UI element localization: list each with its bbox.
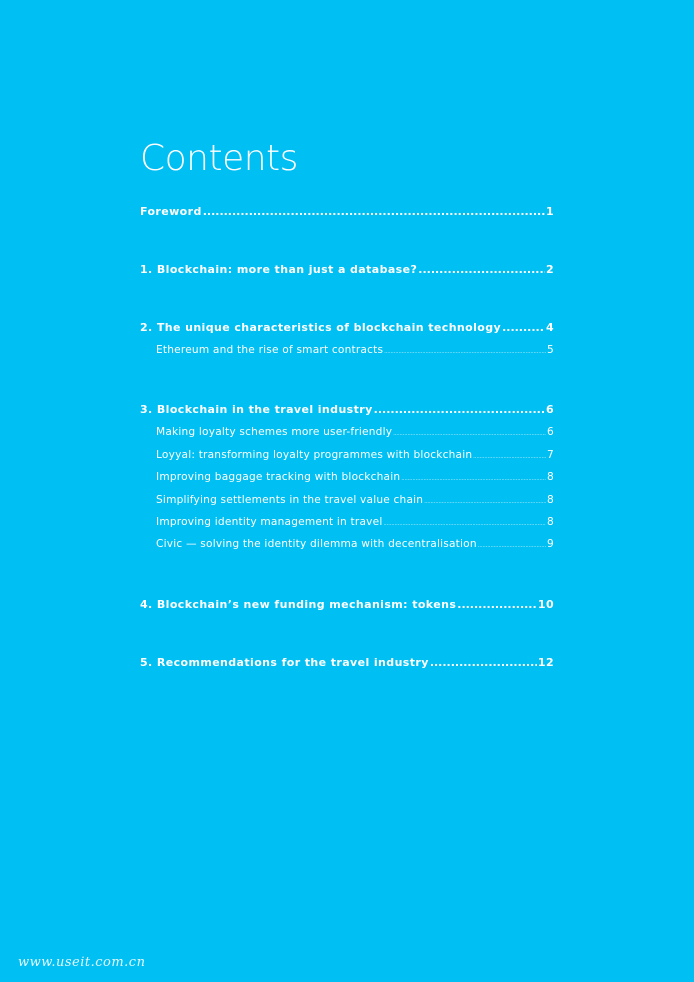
toc-subentry-label: Loyyal: transforming loyalty programmes with blockchain — [156, 448, 473, 461]
toc-leader-dots — [418, 261, 545, 279]
toc-subentry[interactable] — [140, 444, 554, 466]
toc-subentry[interactable] — [140, 421, 554, 443]
toc-entry-section-4[interactable] — [140, 596, 554, 614]
toc-entry-label: 3. Blockchain in the travel industry — [140, 403, 373, 417]
toc-page-number: 4 — [545, 321, 554, 334]
toc-subentry-label: Improving baggage tracking with blockchain — [156, 471, 401, 484]
toc-leader-dots — [383, 513, 546, 535]
toc-subentry-label: Improving identity management in travel — [156, 515, 383, 528]
toc-page-number: 6 — [547, 426, 554, 439]
toc-leader-dots — [457, 596, 537, 614]
toc-page-number: 8 — [547, 471, 554, 484]
toc-leader-dots — [203, 203, 545, 221]
toc-page-number: 8 — [547, 493, 554, 506]
page-title: Contents — [140, 138, 298, 179]
toc-entry-label: 2. The unique characteristics of blockchain technology — [140, 321, 502, 334]
toc-subentry-label: Simplifying settlements in the travel value chain — [156, 493, 424, 506]
toc-page-number: 1 — [545, 205, 554, 218]
toc-page-number: 7 — [547, 448, 554, 461]
toc-entry-section-3[interactable] — [140, 401, 554, 419]
toc-leader-dots — [374, 401, 545, 419]
toc-page-number: 8 — [547, 515, 554, 528]
toc-sublist-section-2 — [140, 339, 554, 361]
toc-entry-label: Foreword — [140, 205, 202, 218]
toc-page-number: 6 — [545, 403, 554, 417]
toc-page-number: 2 — [545, 263, 554, 276]
toc-leader-dots — [478, 535, 546, 557]
toc-page-number: 12 — [537, 655, 554, 669]
toc-leader-dots — [502, 319, 545, 337]
toc-subentry[interactable] — [140, 489, 554, 511]
toc-entry-section-2[interactable] — [140, 319, 554, 337]
table-of-contents — [140, 203, 554, 672]
toc-sublist-section-3 — [140, 421, 554, 555]
toc-subentry[interactable] — [140, 466, 554, 488]
toc-entry-section-1[interactable] — [140, 261, 554, 279]
toc-entry-label: 5. Recommendations for the travel industry — [140, 655, 429, 669]
toc-subentry[interactable] — [140, 533, 554, 555]
toc-subentry-label: Making loyalty schemes more user-friendly — [156, 426, 393, 439]
toc-leader-dots — [430, 654, 537, 672]
toc-subentry[interactable] — [140, 339, 554, 361]
toc-entry-foreword[interactable] — [140, 203, 554, 221]
toc-leader-dots — [473, 446, 546, 468]
toc-page-number: 10 — [537, 597, 554, 611]
toc-entry-label: 4. Blockchain’s new funding mechanism: tokens — [140, 597, 457, 611]
toc-entry-section-5[interactable] — [140, 654, 554, 672]
toc-subentry-label: Civic — solving the identity dilemma with decentralisation — [156, 538, 477, 551]
toc-entry-label: 1. Blockchain: more than just a database? — [140, 263, 418, 276]
toc-subentry[interactable] — [140, 511, 554, 533]
toc-leader-dots — [401, 468, 546, 490]
toc-leader-dots — [393, 423, 546, 445]
watermark-text: www.useit.com.cn — [18, 955, 146, 970]
toc-subentry-label: Ethereum and the rise of smart contracts — [156, 344, 384, 356]
toc-page-number: 5 — [547, 344, 554, 356]
toc-page-number: 9 — [547, 538, 554, 551]
toc-leader-dots — [424, 491, 546, 513]
toc-leader-dots — [384, 341, 546, 363]
